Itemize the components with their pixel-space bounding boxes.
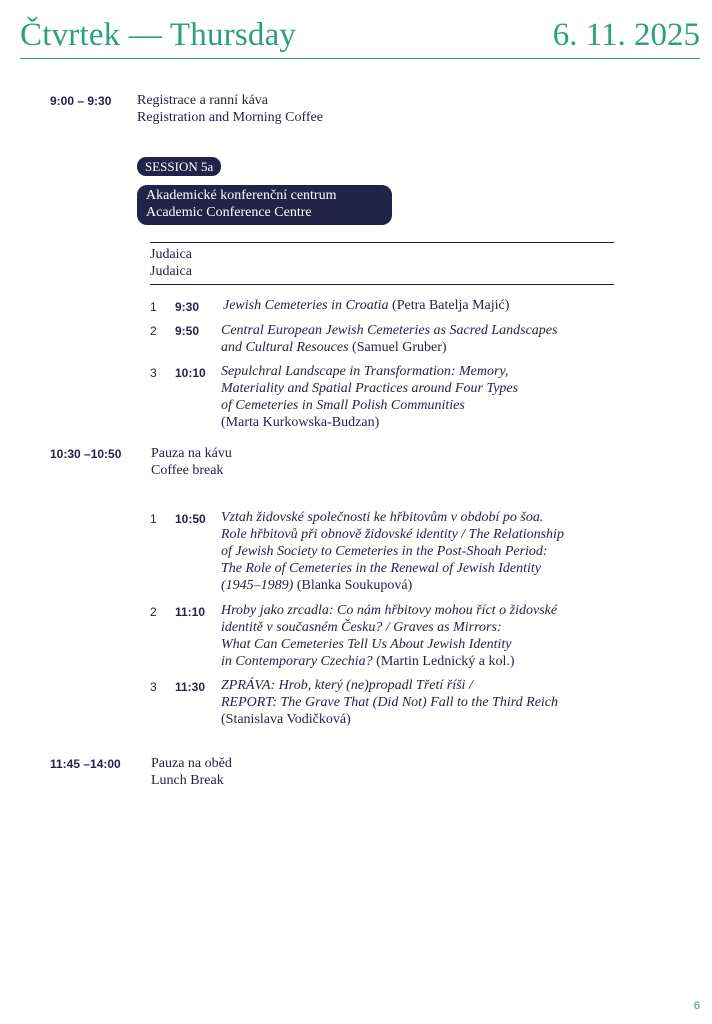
talk-entry xyxy=(221,677,558,728)
talk-title-line: (1945–1989) xyxy=(221,578,294,593)
talk-entry xyxy=(221,509,564,594)
page-date: 6. 11. 2025 xyxy=(552,17,700,53)
topic-top-rule xyxy=(150,242,614,243)
talk-entry xyxy=(223,297,509,314)
talk-number: 2 xyxy=(150,324,157,338)
talk-title-line: Materiality and Spatial Practices around Four Types xyxy=(221,381,519,396)
talk-entry xyxy=(221,363,518,431)
talk-number: 1 xyxy=(150,512,157,526)
talk-title: Jewish Cemeteries in Croatia xyxy=(223,298,389,313)
talk-title-line: identitě v současném Česku? / Graves as Mirrors: xyxy=(221,620,502,635)
talk-title-line: The Role of Cemeteries in the Renewal of Jewish Identity xyxy=(221,561,541,576)
talk-time: 9:50 xyxy=(175,324,200,338)
block-title-cz: Registrace a ranní káva xyxy=(137,93,268,108)
talk-title-line: of Cemeteries in Small Polish Communities xyxy=(221,398,465,413)
talk-author: (Stanislava Vodičková) xyxy=(221,712,351,727)
talk-title-line: and Cultural Resouces xyxy=(221,340,349,355)
talk-title-line: Hroby jako zrcadla: Co nám hřbitovy mohou říct o židovské xyxy=(221,603,558,618)
block-time: 11:45 –14:00 xyxy=(50,757,121,771)
talk-author: (Blanka Soukupová) xyxy=(296,578,413,593)
block-time: 9:00 – 9:30 xyxy=(50,94,112,108)
page-title: Čtvrtek — Thursday xyxy=(20,17,297,53)
block-title-cz: Pauza na kávu xyxy=(151,446,232,461)
topic-en: Judaica xyxy=(150,264,192,279)
talk-author: (Martin Lednický a kol.) xyxy=(376,654,515,669)
talk-title-line: REPORT: The Grave That (Did Not) Fall to the Third Reich xyxy=(221,695,559,710)
talk-title-line: Central European Jewish Cemeteries as Sacred Landscapes xyxy=(221,323,558,338)
venue-cz: Akademické konferenční centrum xyxy=(146,188,337,203)
header-divider xyxy=(20,58,700,59)
block-title-en: Registration and Morning Coffee xyxy=(137,110,323,125)
block-title-en: Lunch Break xyxy=(151,773,224,788)
talk-time: 10:10 xyxy=(175,366,206,380)
venue-badge xyxy=(137,185,392,225)
session-badge: SESSION 5a xyxy=(137,157,221,176)
talk-entry xyxy=(221,602,557,670)
talk-title-line: Vztah židovské společnosti ke hřbitovům v období po šoa. xyxy=(221,510,544,525)
talk-time: 9:30 xyxy=(175,300,200,314)
talk-time: 11:30 xyxy=(175,680,206,694)
topic-cz: Judaica xyxy=(150,247,192,262)
talk-author: (Petra Batelja Majić) xyxy=(392,298,510,313)
talk-number: 1 xyxy=(150,300,157,314)
talk-number: 3 xyxy=(150,366,157,380)
talk-author: (Marta Kurkowska-Budzan) xyxy=(221,415,380,430)
talk-title-line: in Contemporary Czechia? xyxy=(221,654,373,669)
talk-number: 3 xyxy=(150,680,157,694)
venue-en: Academic Conference Centre xyxy=(146,205,312,220)
block-title-en: Coffee break xyxy=(151,463,224,478)
talk-title-line: ZPRÁVA: Hrob, který (ne)propadl Třetí říši / xyxy=(221,678,473,693)
block-title-cz: Pauza na oběd xyxy=(151,756,232,771)
talk-title-line: Role hřbitovů při obnově židovské identity / The Relationship xyxy=(221,527,564,542)
talk-title-line: of Jewish Society to Cemeteries in the Post-Shoah Period: xyxy=(221,544,548,559)
topic-bottom-rule xyxy=(150,284,614,285)
talk-entry xyxy=(221,322,557,356)
page-number: 6 xyxy=(693,1000,700,1012)
talk-time: 10:50 xyxy=(175,512,206,526)
talk-title-line: What Can Cemeteries Tell Us About Jewish Identity xyxy=(221,637,512,652)
talk-time: 11:10 xyxy=(175,605,206,619)
talk-title-line: Sepulchral Landscape in Transformation: Memory, xyxy=(221,364,509,379)
block-time: 10:30 –10:50 xyxy=(50,447,122,461)
talk-author: (Samuel Gruber) xyxy=(352,340,447,355)
talk-number: 2 xyxy=(150,605,157,619)
